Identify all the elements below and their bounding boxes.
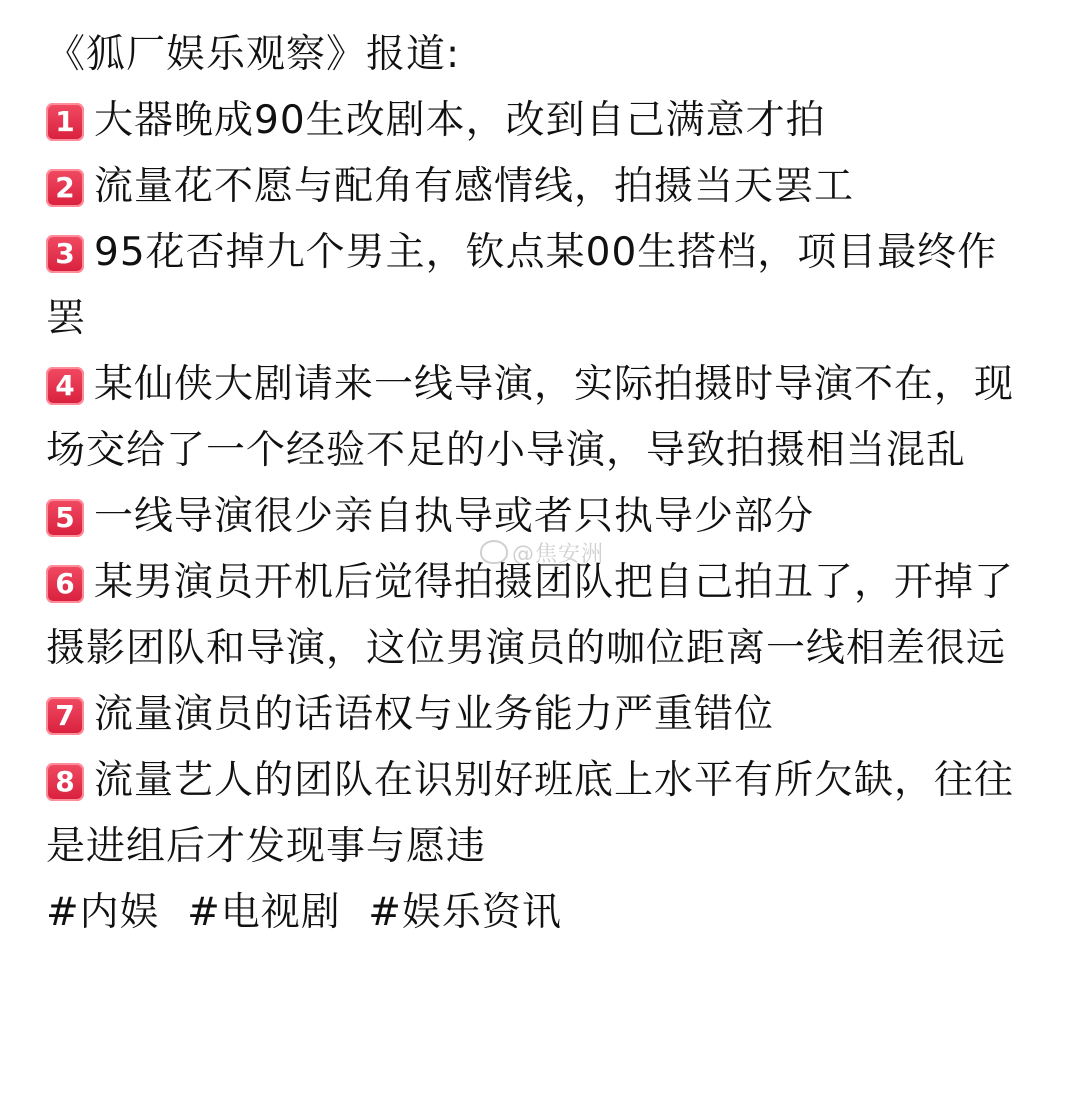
number-2-icon: 2 xyxy=(46,169,84,207)
list-item-text: 某男演员开机后觉得拍摄团队把自己拍丑了，开掉了摄影团队和导演，这位男演员的咖位距离一线相差很远 xyxy=(46,560,1015,671)
list-item-text: 流量演员的话语权与业务能力严重错位 xyxy=(94,692,775,737)
number-7-icon: 7 xyxy=(46,697,84,735)
list-item-1 xyxy=(46,88,1036,154)
hashtag-tv-drama[interactable]: #电视剧 xyxy=(187,890,341,935)
hashtag-neiyu[interactable]: #内娱 xyxy=(46,890,160,935)
hashtag-entertainment-news[interactable]: #娱乐资讯 xyxy=(368,890,562,935)
list-item-4 xyxy=(46,352,1036,484)
weibo-logo-icon xyxy=(480,540,508,564)
list-item-2 xyxy=(46,154,1036,220)
list-item-text: 流量花不愿与配角有感情线，拍摄当天罢工 xyxy=(94,164,855,209)
number-3-icon: 3 xyxy=(46,235,84,273)
list-item-text: 流量艺人的团队在识别好班底上水平有所欠缺，往往是进组后才发现事与愿违 xyxy=(46,758,1015,869)
list-item-7 xyxy=(46,682,1036,748)
list-item-8 xyxy=(46,748,1036,880)
watermark xyxy=(480,537,604,568)
hashtag-row xyxy=(46,880,1036,946)
list-item-text: 一线导演很少亲自执导或者只执导少部分 xyxy=(94,494,815,539)
list-item-text: 某仙侠大剧请来一线导演，实际拍摄时导演不在，现场交给了一个经验不足的小导演，导致拍摄相当混乱 xyxy=(46,362,1015,473)
list-item-text: 95花否掉九个男主，钦点某00生搭档，项目最终作罢 xyxy=(46,230,998,341)
number-8-icon: 8 xyxy=(46,763,84,801)
number-1-icon: 1 xyxy=(46,103,84,141)
number-6-icon: 6 xyxy=(46,565,84,603)
watermark-text: @焦安洲 xyxy=(512,542,605,567)
list-item-6 xyxy=(46,550,1036,682)
post-content xyxy=(46,22,1036,946)
list-item-text: 大器晚成90生改剧本，改到自己满意才拍 xyxy=(94,98,826,143)
number-4-icon: 4 xyxy=(46,367,84,405)
list-item-3 xyxy=(46,220,1036,352)
number-5-icon: 5 xyxy=(46,499,84,537)
headline: 《狐厂娱乐观察》报道: xyxy=(46,32,461,77)
